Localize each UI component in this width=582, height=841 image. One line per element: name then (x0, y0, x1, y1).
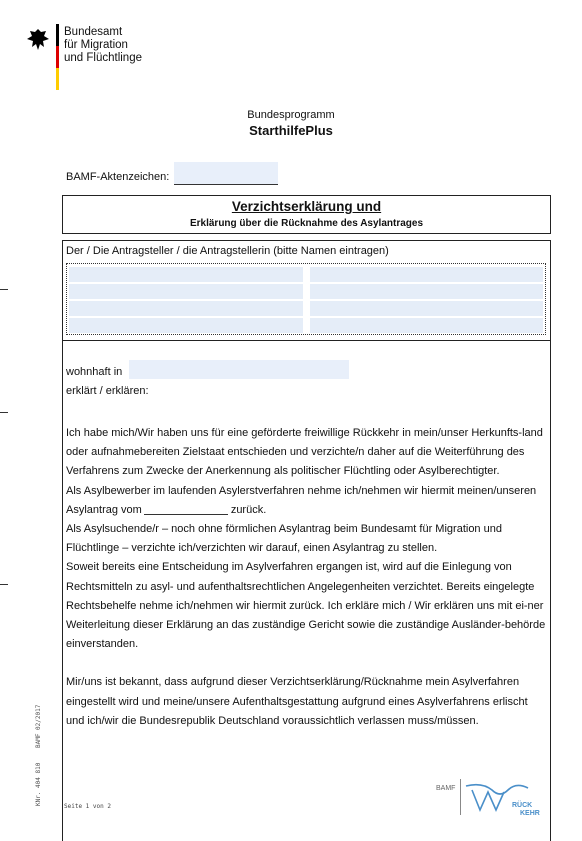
paragraph-consequences: Mir/uns ist bekannt, dass aufgrund dieser Verzichtserklärung/Rücknahme mein Asylverfahren eingestellt wird und meine/unsere Aufenthaltsgestattung aufgrund eines Asylverfahrens erlischt und ich/wir die Bundesrepublik Deutschland voraussichtlich verlassen muss/müssen. (66, 676, 528, 727)
withdrawal-text: Als Asylbewerber im laufenden Asylerstverfahren nehme ich/nehmen wir hiermit meinen/unseren Asylantrag vom (66, 484, 537, 516)
rueckkehr-logo-bottom: KEHR (520, 810, 540, 817)
rueckkehr-logo-figure (472, 790, 504, 810)
applicant-names-area (66, 263, 546, 335)
document-subtitle: Erklärung über die Rücknahme des Asylantrages (189, 218, 424, 229)
org-line-2: für Migration (64, 39, 128, 51)
form-kz: KNr. 404 810 (35, 762, 42, 806)
form-code: BAMF 02/2017 (35, 704, 42, 748)
rueckkehr-logo-swoosh (466, 785, 528, 794)
program-name: StarthilfePlus (249, 123, 333, 138)
fold-mark (0, 412, 8, 413)
name-field[interactable] (310, 284, 543, 299)
logo-divider (460, 779, 461, 815)
fold-mark (0, 584, 8, 585)
org-line-3: und Flüchtlinge (64, 52, 142, 64)
org-line-1: Bundesamt (64, 26, 123, 38)
declares-label: erklärt / erklären: (66, 385, 149, 397)
name-field[interactable] (69, 284, 303, 299)
title-box (62, 195, 551, 234)
flag-stripe (56, 24, 59, 90)
case-number-field[interactable] (174, 162, 278, 185)
name-field[interactable] (69, 267, 303, 282)
name-field[interactable] (69, 318, 303, 333)
withdrawal-end: zurück. (230, 503, 267, 516)
paragraph-voluntary-return: Ich habe mich/Wir haben uns für eine geförderte freiwillige Rückkehr in mein/unser Herkunfts-land oder aufnahmebereiten Zielstaat entschieden und verzichte/n daher auf die Weiterführung des Verfahrens zum Zwecke der Anerkennung als politischer Flüchtling oder Asylberechtigter. (66, 427, 543, 478)
federal-eagle-icon (24, 26, 52, 54)
page-number: Seite 1 von 2 (64, 803, 111, 810)
rueckkehr-logo (462, 780, 554, 820)
form-code-vertical (2, 700, 42, 810)
bamf-footer-label: BAMF (436, 785, 456, 792)
residence-field[interactable] (129, 360, 349, 379)
name-field[interactable] (310, 301, 543, 316)
name-field[interactable] (310, 267, 543, 282)
application-date-field[interactable] (144, 503, 228, 515)
name-field[interactable] (310, 318, 543, 333)
fold-mark (0, 289, 8, 290)
document-title: Verzichtserklärung und (231, 199, 382, 214)
residence-label: wohnhaft in (66, 366, 123, 378)
case-number-label: BAMF-Aktenzeichen: (66, 171, 170, 183)
program-label: Bundesprogramm (247, 109, 335, 121)
rueckkehr-logo-top: RÜCK (512, 802, 533, 809)
declaration-text (66, 424, 546, 731)
paragraph-legal-remedies: Soweit bereits eine Entscheidung im Asylverfahren ergangen ist, wird auf die Einlegung von Rechtsmitteln zu asyl- und aufenthaltsrechtlichen Angelegenheiten verzichtet. Bereits eingelegte Rechtsbehelfe nehme ich/nehmen wir hiermit zurück. Ich erkläre mich / Wir erklären uns mit ei-ner Weiterleitung dieser Erklärung an das zuständige Gericht sowie die zuständige Ausländer-behörde einverstanden. (66, 561, 546, 651)
paragraph-asylum-seeker: Als Asylsuchende/r – noch ohne förmlichen Asylantrag beim Bundesamt für Migration und Flüchtlinge – verzichte ich/verzichten wir darauf, einen Asylantrag zu stellen. (66, 523, 502, 555)
names-divider (62, 340, 551, 341)
paragraph-withdrawal (66, 482, 546, 520)
organization-name (64, 26, 142, 65)
name-field[interactable] (69, 301, 303, 316)
applicant-label: Der / Die Antragsteller / die Antragstellerin (bitte Namen eintragen) (66, 245, 389, 257)
